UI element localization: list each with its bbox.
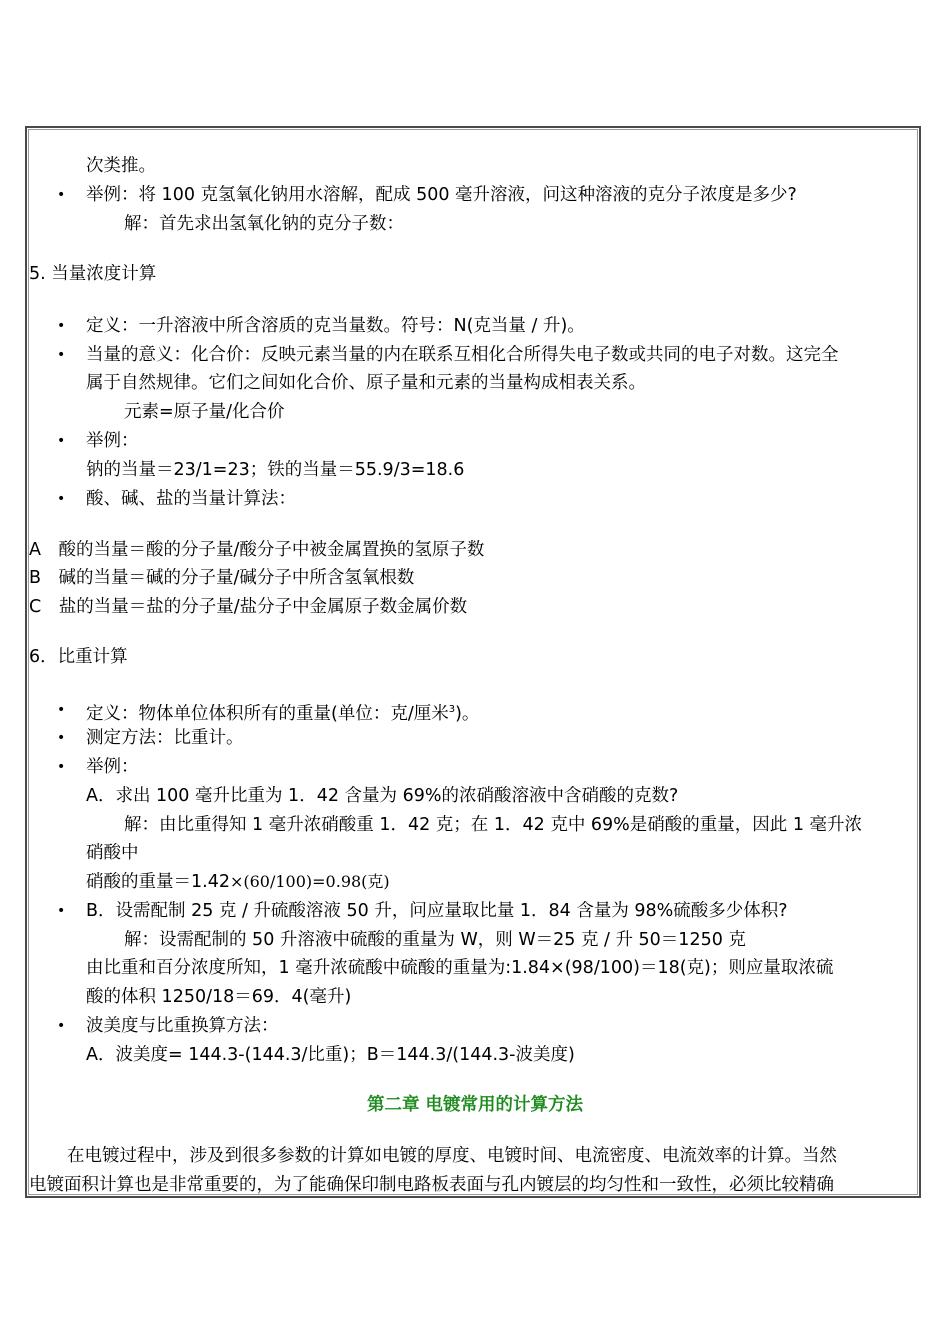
text-line: 举例： [86,757,139,777]
bullet-icon: • [57,759,66,775]
text-line: C 盐的当量＝盐的分子量/盐分子中金属原子数金属价数 [29,597,468,617]
text-line [86,870,390,894]
text-line: A．波美度= 144.3-(144.3/比重)；B＝144.3/(144.3-波美度) [86,1045,575,1065]
bullet-icon: • [57,903,66,919]
bullet-icon: • [57,1018,66,1034]
text-line: 属于自然规律。它们之间如化合价、原子量和元素的当量构成相表关系。 [86,373,646,393]
text-line: 举例： [86,431,139,451]
text-line [86,698,479,726]
text-span: 硝酸的重量＝1.42 [86,872,230,892]
text-line: 测定方法：比重计。 [86,728,244,748]
text-line: 钠的当量＝23/1=23；铁的当量＝55.9/3=18.6 [86,460,465,480]
text-line: A．求出 100 毫升比重为 1．42 含量为 69%的浓硝酸溶液中含硝酸的克数? [86,786,679,806]
text-line: 解：首先求出氢氧化钠的克分子数： [124,214,404,234]
bullet-icon: • [57,433,66,449]
text-line: 解：由比重得知 1 毫升浓硝酸重 1．42 克；在 1．42 克中 69%是硝酸的重量，因此 1 毫升浓 [124,815,863,835]
text-line: 元素=原子量/化合价 [124,402,285,422]
text-line: A 酸的当量＝酸的分子量/酸分子中被金属置换的氢原子数 [29,540,485,560]
bullet-icon: • [57,730,66,746]
text-line: B 碱的当量＝碱的分子量/碱分子中所含氢氧根数 [29,568,415,588]
text-line: 硝酸中 [86,843,139,863]
text-line: 当量的意义：化合价：反映元素当量的内在联系互相化合所得失电子数或共同的电子对数。这完全 [86,345,839,365]
text-line: 酸、碱、盐的当量计算法： [86,489,296,509]
bullet-icon: • [57,318,66,334]
bullet-icon: • [57,347,66,363]
text-line: 在电镀过程中，涉及到很多参数的计算如电镀的厚度、电镀时间、电流密度、电流效率的计算。当然 [67,1146,837,1166]
text-line: 波美度与比重换算方法： [86,1016,279,1036]
text-span: )。 [455,703,480,724]
section-title: 6．比重计算 [29,647,128,667]
bullet-icon: • [57,187,66,203]
bullet-icon: • [57,491,66,507]
text-line: 由比重和百分浓度所知，1 毫升浓硫酸中硫酸的重量为:1.84×(98/100)＝18(克)；则应量取浓硫 [86,958,834,978]
superscript: 3 [448,704,456,715]
bullet-icon: • [57,702,66,718]
text-line: 解：设需配制的 50 升溶液中硫酸的重量为 W，则 W＝25 克 / 升 50＝1250 克 [124,930,746,950]
text-line: 电镀面积计算也是非常重要的，为了能确保印制电路板表面与孔内镀层的均匀性和一致性，必须比较精确 [29,1175,834,1195]
text-line: B．设需配制 25 克 / 升硫酸溶液 50 升，问应量取比量 1．84 含量为 98%硫酸多少体积? [86,901,788,921]
text-line: 举例：将 100 克氢氧化钠用水溶解，配成 500 毫升溶液，问这种溶液的克分子浓度是多少? [86,185,797,205]
section-title: 5. 当量浓度计算 [29,264,157,284]
text-line: 次类推。 [86,156,156,176]
text-line: 酸的体积 1250/18＝69．4(毫升) [86,987,352,1007]
text-span: 定义：物体单位体积所有的重量(单位：克/厘米 [86,703,449,724]
text-span: ×(60/100)=0.98(克) [229,872,390,891]
chapter-heading: 第二章 电镀常用的计算方法 [366,1095,584,1115]
text-line: 定义：一升溶液中所含溶质的克当量数。符号：N(克当量 / 升)。 [86,316,585,336]
